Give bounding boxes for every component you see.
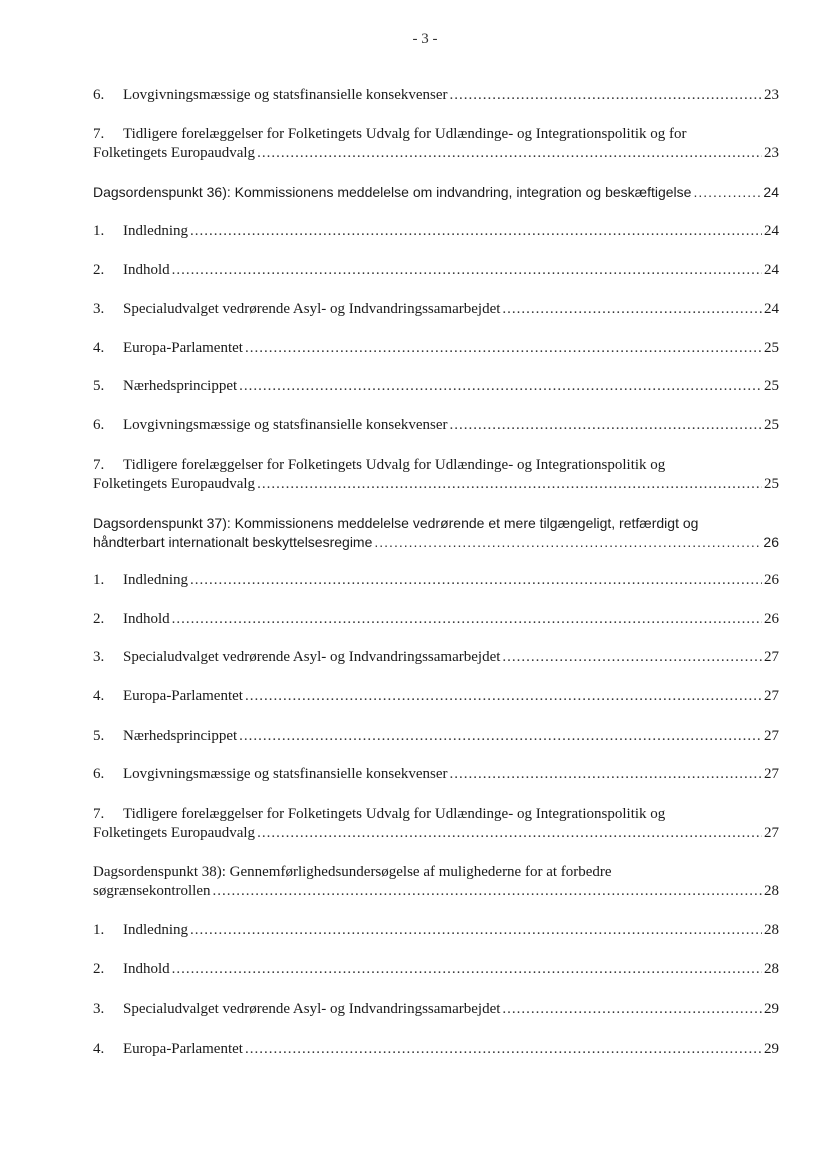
toc-entry-number: 3.: [93, 301, 105, 317]
dot-leader: [239, 377, 762, 396]
toc-entry-title: Europa-Parlamentet: [123, 1041, 243, 1057]
toc-entry-page: 28: [764, 961, 779, 977]
toc-entry-page: 25: [764, 476, 779, 492]
toc-entry: [93, 1000, 779, 1019]
toc-entry-title: Lovgivningsmæssige og statsfinansielle konsekvenser: [123, 766, 448, 782]
toc-entry-number: 3.: [93, 649, 105, 665]
toc-entry-title: Lovgivningsmæssige og statsfinansielle konsekvenser: [123, 417, 448, 433]
toc-entry-title: Nærhedsprincippet: [123, 728, 238, 744]
toc-entry-number: 6.: [93, 87, 105, 103]
toc-entry-title-line1: Tidligere forelæggelser for Folketingets Udvalg for Udlændinge- og Integrationspolitik og: [123, 457, 666, 473]
dot-leader: [172, 610, 762, 629]
toc-entry-page: 27: [764, 825, 779, 841]
dot-leader: [257, 475, 762, 494]
toc-entry-title: Specialudvalget vedrørende Asyl- og Indvandringssamarbejdet: [123, 649, 501, 665]
toc-entry: [93, 610, 779, 629]
dot-leader: [450, 765, 762, 784]
toc-entry-page: 27: [764, 728, 779, 744]
toc-entry-number: 5.: [93, 728, 105, 744]
dot-leader: [693, 183, 761, 202]
toc-entry: [93, 377, 779, 396]
toc-entry-page: 29: [764, 1041, 779, 1057]
toc-entry-title: Specialudvalget vedrørende Asyl- og Indvandringssamarbejdet: [123, 1001, 501, 1017]
page-number: - 3 -: [412, 31, 438, 47]
toc-entry-number: 3.: [93, 1001, 105, 1017]
toc-section-heading: [93, 863, 779, 901]
toc-entry-page: 23: [764, 87, 779, 103]
dot-leader: [257, 144, 762, 163]
toc-entry-page: 28: [764, 922, 779, 938]
toc-entry-number: 7.: [93, 457, 105, 473]
dot-leader: [374, 533, 761, 552]
dot-leader: [502, 1000, 762, 1019]
toc-entry: [93, 1040, 779, 1059]
toc-entry-page: 24: [764, 301, 779, 317]
toc-entry-number: 6.: [93, 766, 105, 782]
toc-entry: [93, 456, 779, 494]
toc-entry: [93, 648, 779, 667]
toc-entry-number: 4.: [93, 688, 105, 704]
toc-entry-number: 7.: [93, 806, 105, 822]
toc-entry-page: 26: [764, 572, 779, 588]
toc-entry-number: 4.: [93, 340, 105, 356]
toc-entry: [93, 571, 779, 590]
toc-entry-title: Nærhedsprincippet: [123, 378, 238, 394]
toc-entry-title-line1: Dagsordenspunkt 38): Gennemførlighedsundersøgelse af mulighederne for at forbedre: [93, 864, 612, 880]
toc-entry-page: 27: [764, 766, 779, 782]
dot-leader: [257, 824, 762, 843]
toc-entry-page: 29: [764, 1001, 779, 1017]
dot-leader: [172, 960, 762, 979]
toc-entry-number: 1.: [93, 922, 105, 938]
toc-entry: [93, 416, 779, 435]
toc-entry-title: Dagsordenspunkt 36): Kommissionens meddelelse om indvandring, integration og beskæftigelse: [93, 184, 692, 200]
toc-entry-title: Lovgivningsmæssige og statsfinansielle konsekvenser: [123, 87, 448, 103]
toc-entry-number: 2.: [93, 961, 105, 977]
toc-entry-title: Indledning: [123, 572, 188, 588]
toc-entry-title: Europa-Parlamentet: [123, 688, 243, 704]
toc-entry-title: Europa-Parlamentet: [123, 340, 243, 356]
toc-entry: [93, 727, 779, 746]
toc-entry-page: 26: [764, 611, 779, 627]
dot-leader: [502, 300, 762, 319]
toc-entry-title: Indhold: [123, 262, 170, 278]
toc-entry: [93, 86, 779, 105]
toc-entry: [93, 222, 779, 241]
toc-entry-title: Indledning: [123, 922, 188, 938]
toc-entry-page: 27: [764, 649, 779, 665]
toc-entry-number: 7.: [93, 126, 105, 142]
toc-entry-title: håndterbart internationalt beskyttelsesregime: [93, 534, 373, 550]
toc-entry: [93, 687, 779, 706]
toc-entry: [93, 805, 779, 843]
toc-entry-title-line1: Tidligere forelæggelser for Folketingets Udvalg for Udlændinge- og Integrationspolitik og: [123, 806, 666, 822]
toc-entry-title-line1: Dagsordenspunkt 37): Kommissionens meddelelse vedrørende et mere tilgængeligt, retfærdigt og: [93, 515, 699, 531]
toc-entry-page: 25: [764, 378, 779, 394]
toc-entry-page: 24: [764, 262, 779, 278]
toc-section-heading: [93, 183, 779, 202]
toc-entry-page: 24: [763, 184, 779, 200]
toc-entry-title: Indhold: [123, 611, 170, 627]
dot-leader: [245, 687, 762, 706]
toc-entry-page: 27: [764, 688, 779, 704]
toc-entry-number: 1.: [93, 223, 105, 239]
toc-entry-title: Folketingets Europaudvalg: [93, 825, 256, 841]
toc-entry-page: 23: [764, 145, 779, 161]
toc-entry-title: søgrænsekontrollen: [93, 883, 211, 899]
toc-entry-number: 2.: [93, 611, 105, 627]
dot-leader: [450, 86, 762, 105]
toc-entry-number: 1.: [93, 572, 105, 588]
toc-entry-title: Indledning: [123, 223, 188, 239]
toc-entry: [93, 765, 779, 784]
toc-entry: [93, 339, 779, 358]
dot-leader: [190, 222, 762, 241]
toc-entry-title: Folketingets Europaudvalg: [93, 145, 256, 161]
toc-entry-number: 2.: [93, 262, 105, 278]
dot-leader: [213, 882, 763, 901]
dot-leader: [239, 727, 762, 746]
dot-leader: [190, 921, 762, 940]
dot-leader: [190, 571, 762, 590]
dot-leader: [245, 339, 762, 358]
toc-entry-page: 28: [764, 883, 779, 899]
toc-entry-page: 26: [763, 534, 779, 550]
dot-leader: [245, 1040, 762, 1059]
toc-entry: [93, 261, 779, 280]
toc-entry-page: 25: [764, 340, 779, 356]
toc-entry-number: 4.: [93, 1041, 105, 1057]
toc-entry: [93, 300, 779, 319]
dot-leader: [502, 648, 762, 667]
toc-entry-title-line1: Tidligere forelæggelser for Folketingets Udvalg for Udlændinge- og Integrationspolitik og for: [123, 126, 687, 142]
toc-entry-title: Indhold: [123, 961, 170, 977]
toc-section-heading: [93, 514, 779, 552]
dot-leader: [172, 261, 762, 280]
toc-entry: [93, 125, 779, 163]
toc-entry-page: 24: [764, 223, 779, 239]
toc-entry-page: 25: [764, 417, 779, 433]
toc-entry-title: Specialudvalget vedrørende Asyl- og Indvandringssamarbejdet: [123, 301, 501, 317]
toc-entry: [93, 960, 779, 979]
toc-entry-number: 6.: [93, 417, 105, 433]
toc-entry-number: 5.: [93, 378, 105, 394]
dot-leader: [450, 416, 762, 435]
toc-entry-title: Folketingets Europaudvalg: [93, 476, 256, 492]
toc-entry: [93, 921, 779, 940]
